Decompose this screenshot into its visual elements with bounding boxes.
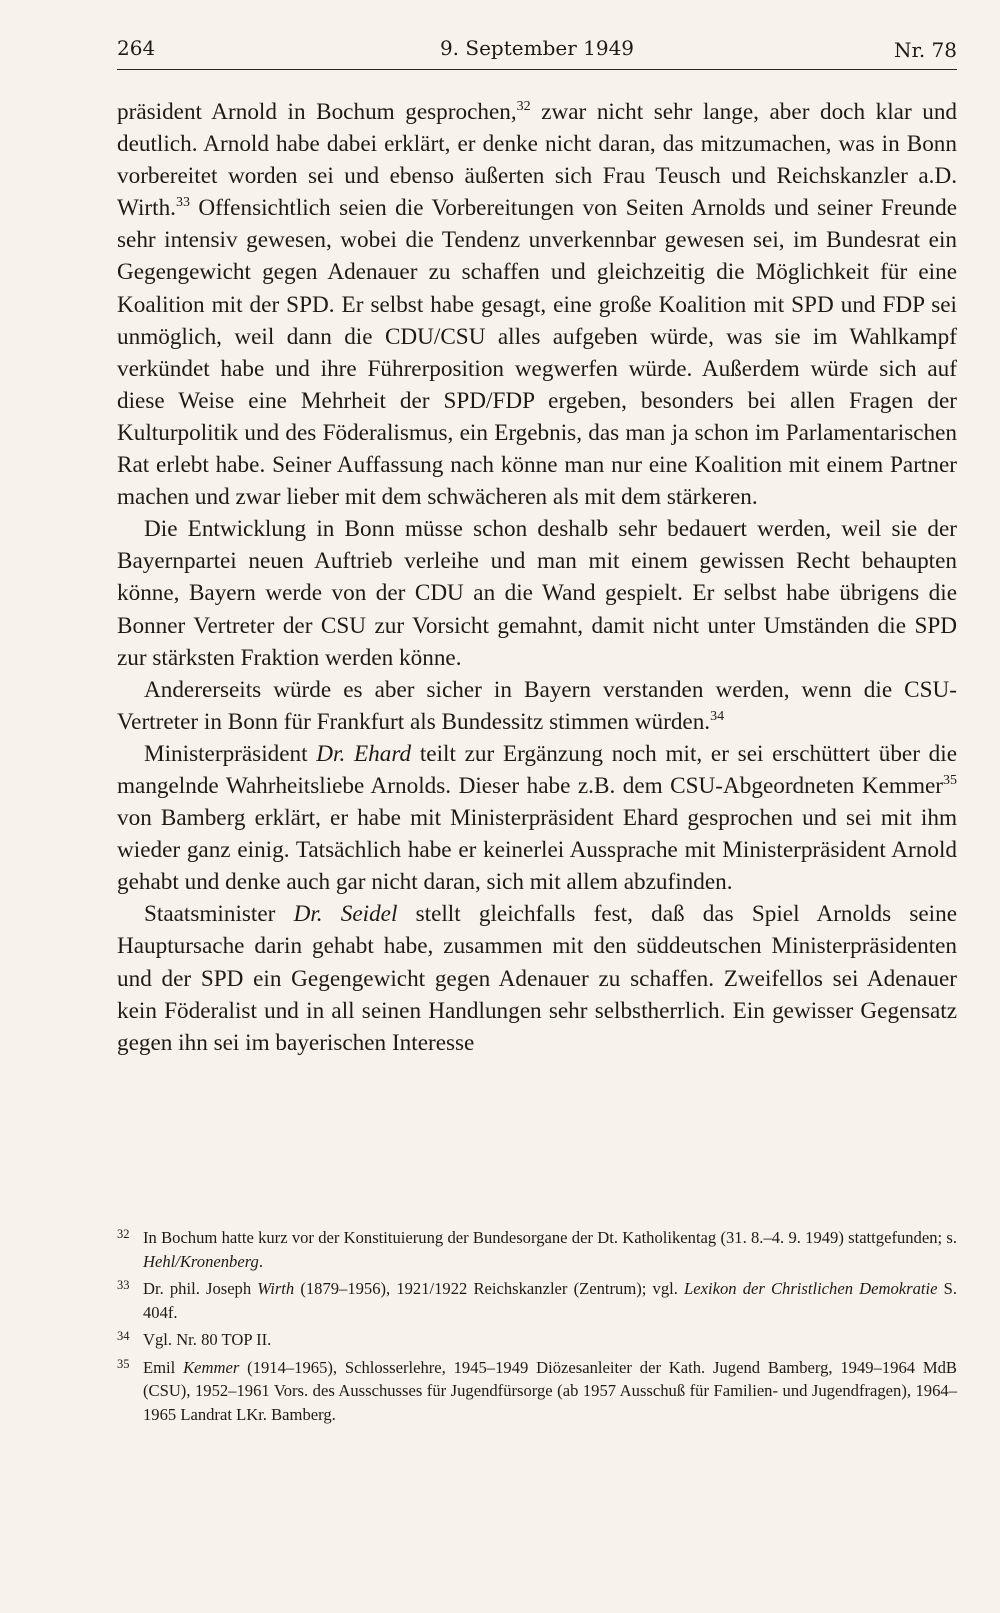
body-paragraph [117, 96, 957, 513]
footnote-number: 32 [117, 1227, 130, 1241]
italic-name: Dr. Seidel [293, 901, 398, 928]
footnotes [117, 1226, 957, 1430]
footnote-number: 33 [117, 1278, 130, 1292]
running-header [117, 30, 957, 70]
page-number: 264 [117, 36, 156, 60]
footnote [117, 1277, 957, 1324]
header-date: 9. September 1949 [439, 36, 635, 60]
text-run: Die Entwicklung in Bonn müsse schon deshalb sehr bedauert werden, weil sie der Bayernpartei neuen Auftrieb verleihe und man mit einem gewissen Recht behaupten könne, Bayern werde von der CDU an die Wand gespielt. Er selbst habe übrigens die Bonner Vertreter der CSU zur Vorsicht gemahnt, damit nicht unter Umständen die SPD zur stärksten Fraktion werden könne. [117, 516, 957, 671]
italic-name: Dr. Ehard [316, 740, 412, 767]
text-run: Emil [143, 1357, 184, 1377]
body-text [117, 96, 957, 1059]
italic-name: Kemmer [183, 1357, 240, 1377]
body-paragraph [117, 738, 957, 898]
text-run: von Bamberg erklärt, er habe mit Ministerpräsident Ehard gesprochen und sei mit ihm wieder ganz einig. Tatsächlich habe er keinerlei Aussprache mit Ministerpräsident Arnold gehabt und denke auch gar nicht daran, sich mit allem abzufinden. [117, 805, 957, 896]
body-paragraph [117, 898, 957, 1058]
text-run: zwar nicht sehr lange, aber doch klar und deutlich. Arnold habe dabei erklärt, er denke nicht daran, das mitzumachen, was in Bonn vorbereitet worden sei und ebenso äußerten sich Frau Teusch und Reichskanzler a.D. Wirth. [117, 99, 958, 222]
text-run: Vgl. Nr. 80 TOP II. [143, 1330, 272, 1349]
footnote-number: 35 [117, 1356, 130, 1371]
text-run: präsident Arnold in Bochum gesprochen, [117, 99, 517, 125]
text-run: (1879–1956), 1921/1922 Reichskanzler (Zentrum); vgl. [294, 1279, 685, 1298]
text-run: teilt zur Ergänzung noch mit, er sei erschüttert über die mangelnde Wahrheitsliebe Arnolds. Dieser habe z.B. dem CSU-Abgeordneten Kemmer [117, 740, 957, 799]
italic-name: Wirth [257, 1279, 295, 1298]
footnote-reference: 34 [710, 708, 725, 724]
text-run: In Bochum hatte kurz vor der Konstituierung der Bundesorgane der Dt. Katholikentag (31. 8.–4. 9. 1949) stattgefunden; s. [143, 1228, 957, 1247]
body-paragraph [117, 513, 957, 673]
footnote [117, 1356, 957, 1427]
document-page [117, 0, 959, 1613]
footnote-reference: 32 [516, 99, 531, 114]
italic-name: Hehl/Kronenberg [143, 1251, 259, 1271]
italic-name: Lexikon der Christlichen Demokratie [684, 1279, 938, 1298]
footnote-reference: 35 [943, 772, 957, 788]
text-run: Staatsminister [144, 901, 294, 928]
text-run: stellt gleichfalls fest, daß das Spiel Arnolds seine Hauptursache darin gehabt habe, zusammen mit den süddeutschen Ministerpräsidenten und der SPD ein Gegengewicht gegen Adenauer zu schaffen. Zweifellos sei Adenauer kein Föderalist und in all seinen Handlungen sehr selbstherrlich. Ein gewisser Gegensatz gegen ihn sei im bayerischen Interesse [117, 901, 957, 1056]
text-run: Ministerpräsident [144, 740, 317, 767]
text-run: Offensichtlich seien die Vorbereitungen von Seiten Arnolds und seiner Freunde sehr intensiv gewesen, wobei die Tendenz unverkennbar gewesen sei, im Bundesrat ein Gegengewicht gegen Adenauer zu schaffen und gleichzeitig die Möglichkeit für eine Koalition mit der SPD. Er selbst habe gesagt, eine große Koalition mit SPD und FDP sei unmöglich, weil dann die CDU/CSU alles aufgeben würde, was sie im Wahlkampf verkündet habe und ihre Führerposition wegwerfen würde. Außerdem würde sich auf diese Weise eine Mehrheit der SPD/FDP ergeben, besonders bei allen Fragen der Kulturpolitik und des Föderalismus, ein Ergebnis, das man ja schon im Parlamentarischen Rat erlebt habe. Seiner Auffassung nach könne man nur eine Koalition mit einem Partner machen und zwar lieber mit dem schwächeren als mit dem stärkeren. [117, 195, 957, 511]
text-run: Dr. phil. Joseph [143, 1279, 258, 1298]
text-run: S. 404f. [143, 1279, 958, 1322]
text-run: . [258, 1251, 263, 1271]
footnote-number: 34 [117, 1329, 130, 1343]
footnote-reference: 33 [175, 195, 190, 211]
footnote [117, 1226, 957, 1273]
text-run: (1914–1965), Schlosserlehre, 1945–1949 Diözesanleiter der Kath. Jugend Bamberg, 1949–1964 MdB (CSU), 1952–1961 Vors. des Ausschusses für Jugendfürsorge (ab 1957 Ausschuß für Familien- und Jugendfragen), 1964–1965 Landrat LKr. Bamberg. [143, 1357, 957, 1424]
header-rule [117, 69, 957, 70]
text-run: Andererseits würde es aber sicher in Bayern verstanden werden, wenn die CSU-Vertreter in Bonn für Frankfurt als Bundessitz stimmen würden. [117, 676, 957, 735]
footnote [117, 1328, 957, 1352]
document-number: Nr. 78 [893, 38, 957, 62]
body-paragraph [117, 674, 957, 738]
